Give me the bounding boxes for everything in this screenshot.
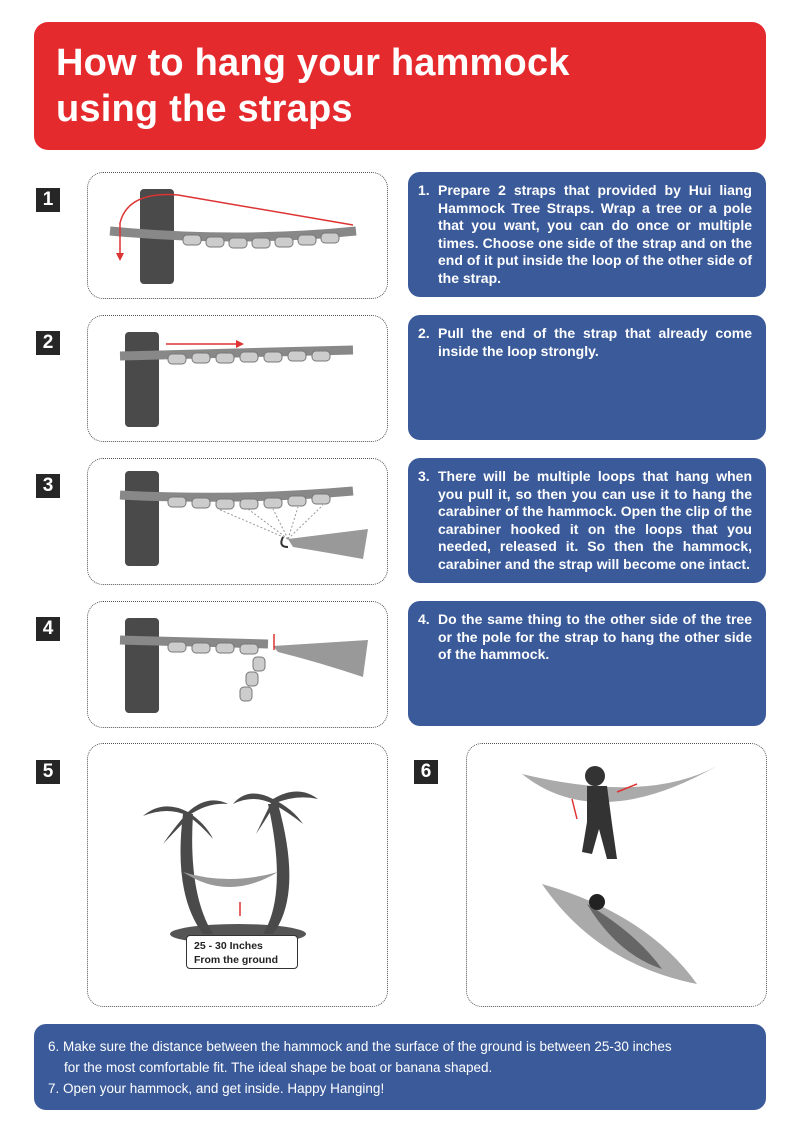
step-1-number: 1 <box>36 188 60 212</box>
person-in-hammock-icon <box>467 744 766 1006</box>
step-text: Prepare 2 straps that provided by Hui liang Hammock Tree Straps. Wrap a tree or a pole that you want, you can do once or multiple times. Choose one side of the strap and on the end of it put inside the loop of the other side of the strap. <box>438 182 752 286</box>
step-2-instructions <box>408 315 766 440</box>
step-5-number: 5 <box>36 760 60 784</box>
final-instructions <box>34 1024 766 1110</box>
step-7-text: 7. Open your hammock, and get inside. Happy Hanging! <box>48 1081 385 1096</box>
step-number: 2. <box>418 325 430 341</box>
step-6-text: 6. Make sure the distance between the hammock and the surface of the ground is between 25-30 inches <box>48 1039 672 1054</box>
ground-distance-label <box>186 935 298 969</box>
step-text: Do the same thing to the other side of the tree or the pole for the strap to hang the other side of the hammock. <box>438 611 752 662</box>
step-1-illustration <box>87 172 388 299</box>
strap-wrap-icon <box>88 173 387 298</box>
step-6-number: 6 <box>414 760 438 784</box>
step-6-illustration <box>466 743 767 1007</box>
title-banner <box>34 22 766 150</box>
carabiner-hook-icon <box>88 459 387 584</box>
step-number: 4. <box>418 611 430 627</box>
step-4-illustration <box>87 601 388 728</box>
hammock-attached-icon <box>88 602 387 727</box>
step-number: 3. <box>418 468 430 484</box>
title-line-1: How to hang your hammock <box>56 42 570 84</box>
step-2-number: 2 <box>36 331 60 355</box>
step-6-text-cont: for the most comfortable fit. The ideal shape be boat or banana shaped. <box>64 1060 493 1075</box>
page-title <box>56 40 570 132</box>
step-1-instructions <box>408 172 766 297</box>
step-4-instructions <box>408 601 766 726</box>
step-3-illustration <box>87 458 388 585</box>
step-4-number: 4 <box>36 617 60 641</box>
title-line-2: using the straps <box>56 88 353 130</box>
step-text: There will be multiple loops that hang when you pull it, so then you can use it to hang the carabiner of the hammock. Open the clip of the carabiner hooked it on the loops that you needed, released it. So then the hammock, carabiner and the strap will become one intact. <box>438 468 752 572</box>
step-2-illustration <box>87 315 388 442</box>
strap-pull-icon <box>88 316 387 441</box>
step-3-number: 3 <box>36 474 60 498</box>
label-line-1: 25 - 30 Inches <box>194 940 263 952</box>
label-line-2: From the ground <box>194 954 278 966</box>
step-number: 1. <box>418 182 430 198</box>
step-3-instructions <box>408 458 766 583</box>
step-text: Pull the end of the strap that already come inside the loop strongly. <box>438 325 752 359</box>
